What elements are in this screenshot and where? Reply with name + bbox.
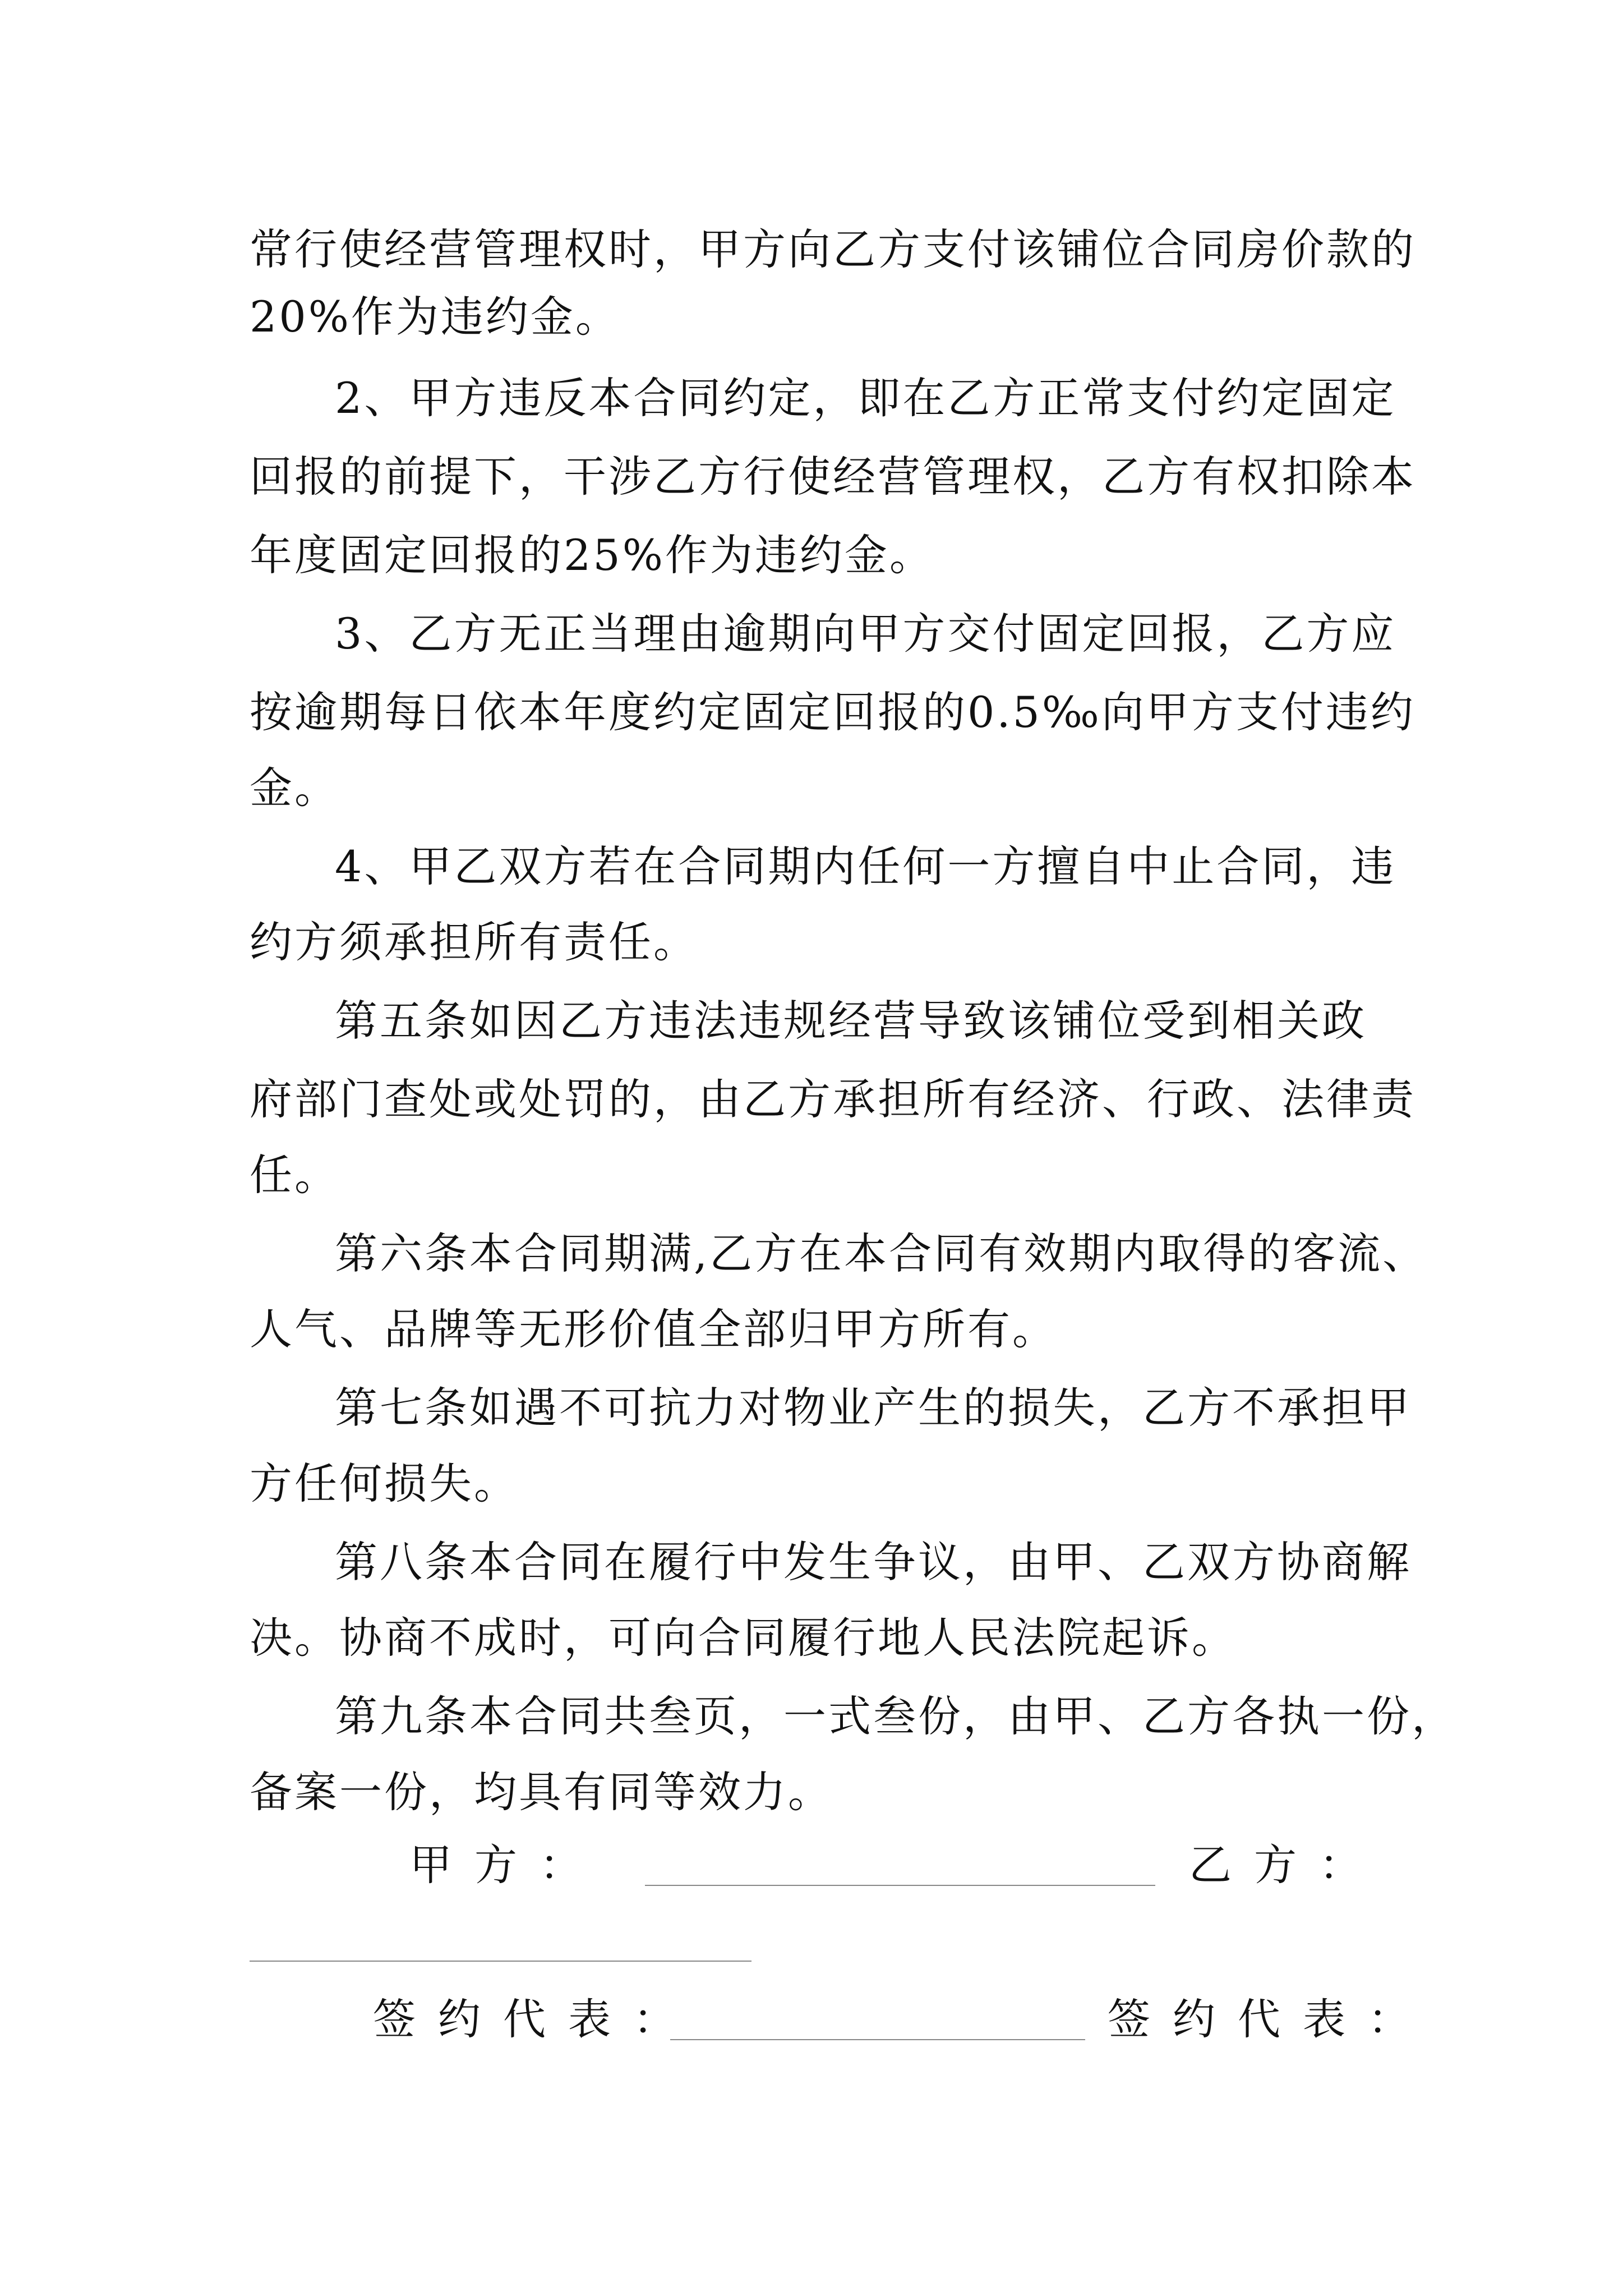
paragraph-line: 决。协商不成时，可向合同履行地人民法院起诉。: [250, 1613, 1237, 1663]
paragraph-line: 人气、品牌等无形价值全部归甲方所有。: [250, 1304, 1057, 1354]
paragraph-line: 年度固定回报的25%作为违约金。: [250, 530, 934, 580]
paragraph-line: 约方须承担所有责任。: [250, 917, 698, 967]
paragraph-line: 方任何损失。: [250, 1458, 519, 1508]
paragraph-line: 20%作为违约金。: [250, 292, 620, 342]
paragraph-line: 第九条本合同共叁页，一式叁份，由甲、乙方各执一份，: [335, 1691, 1456, 1741]
paragraph-line: 第七条如遇不可抗力对物业产生的损失，乙方不承担甲: [335, 1383, 1412, 1433]
rep-a-signature-line[interactable]: [670, 2039, 1085, 2040]
paragraph-line: 第八条本合同在履行中发生争议，由甲、乙双方协商解: [335, 1537, 1412, 1587]
party-a-signature-line[interactable]: [645, 1885, 1155, 1886]
paragraph-line: 按逾期每日依本年度约定固定回报的0.5‰向甲方支付违约: [250, 687, 1415, 737]
rep-a-label: 签约代表：: [373, 1994, 698, 2044]
paragraph-line: 4、甲乙双方若在合同期内任何一方擅自中止合同，违: [335, 841, 1396, 891]
paragraph-line: 金。: [250, 763, 339, 813]
paragraph-line: 备案一份，均具有同等效力。: [250, 1767, 833, 1817]
party-b-signature-line[interactable]: [250, 1961, 751, 1962]
paragraph-line: 3、乙方无正当理由逾期向甲方交付固定回报，乙方应: [335, 609, 1396, 659]
paragraph-line: 第五条如因乙方违法违规经营导致该铺位受到相关政: [335, 996, 1367, 1046]
party-b-label: 乙方：: [1189, 1840, 1384, 1890]
paragraph-line: 第六条本合同期满,乙方在本合同有效期内取得的客流、: [335, 1228, 1428, 1278]
paragraph-line: 府部门查处或处罚的，由乙方承担所有经济、行政、法律责: [250, 1074, 1416, 1124]
paragraph-line: 任。: [250, 1150, 339, 1200]
paragraph-line: 回报的前提下，干涉乙方行使经营管理权，乙方有权扣除本: [250, 452, 1416, 501]
paragraph-line: 常行使经营管理权时，甲方向乙方支付该铺位合同房价款的: [250, 224, 1416, 274]
paragraph-line: 2、甲方违反本合同约定，即在乙方正常支付约定固定: [335, 373, 1396, 423]
party-a-label: 甲方：: [409, 1840, 605, 1890]
rep-b-label: 签约代表：: [1108, 1994, 1433, 2044]
